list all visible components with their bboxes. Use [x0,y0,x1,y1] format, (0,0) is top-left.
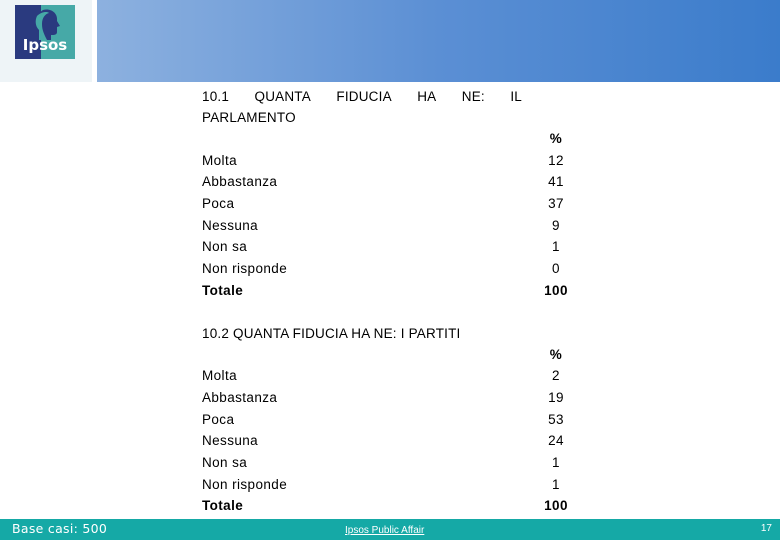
row-value: 53 [548,411,564,427]
table-row [202,452,582,474]
table-row [202,409,582,431]
row-label: Abbastanza [202,389,278,405]
percent-symbol: % [549,131,563,146]
title-word: HA [417,89,437,104]
row-value: 1 [552,476,560,492]
row-label: Poca [202,196,235,212]
question-title-10-2: 10.2 QUANTA FIDUCIA HA NE: I PARTITI [202,325,461,341]
header [0,0,780,82]
row-label: Non risponde [202,261,288,277]
content [202,86,582,517]
total-row [202,495,582,517]
table-row [202,387,582,409]
row-value: 1 [552,454,560,470]
table-row [202,193,582,215]
row-value: 19 [548,389,564,405]
title-word: QUANTA [254,89,311,104]
row-value: 37 [548,196,564,212]
title-word: NE: [461,89,485,104]
row-label: Poca [202,411,235,427]
row-value: 9 [552,217,560,233]
row-value: 24 [548,433,564,449]
table-row [202,474,582,496]
title-word: IL [510,89,522,104]
row-value: 2 [552,368,560,384]
row-label: Nessuna [202,217,259,233]
title-word: FIDUCIA [336,89,392,104]
total-label: Totale [202,498,244,514]
total-row [202,280,582,302]
row-label: Molta [202,368,238,384]
header-gradient-band [97,0,780,82]
page-number: 17 [760,523,772,534]
row-value: 12 [548,152,564,168]
table-row [202,150,582,172]
row-value: 41 [548,174,564,190]
base-count: Base casi: 500 [12,521,108,536]
table-row [202,171,582,193]
footer [0,519,780,540]
table-row [202,236,582,258]
table-row [202,215,582,237]
row-label: Non risponde [202,476,288,492]
title-word: 10.1 [202,89,230,104]
percent-header [202,128,582,150]
logo-area [0,0,92,82]
footer-link[interactable]: Ipsos Public Affair [345,525,425,536]
percent-header [202,344,582,366]
row-label: Non sa [202,239,248,255]
question-title-10-1-line2: PARLAMENTO [202,110,296,125]
total-label: Totale [202,282,244,298]
row-value: 1 [552,239,560,255]
row-label: Molta [202,152,238,168]
total-value: 100 [544,282,568,298]
row-label: Nessuna [202,433,259,449]
row-label: Abbastanza [202,174,278,190]
total-value: 100 [544,498,568,514]
table-row [202,365,582,387]
percent-symbol: % [549,346,563,362]
table-row [202,258,582,280]
ipsos-logo [15,5,75,59]
row-value: 0 [552,261,560,277]
row-label: Non sa [202,454,248,470]
question-title-10-1 [202,86,522,107]
logo-text: Ipsos [22,36,68,54]
table-row [202,430,582,452]
section-spacer [202,302,582,323]
